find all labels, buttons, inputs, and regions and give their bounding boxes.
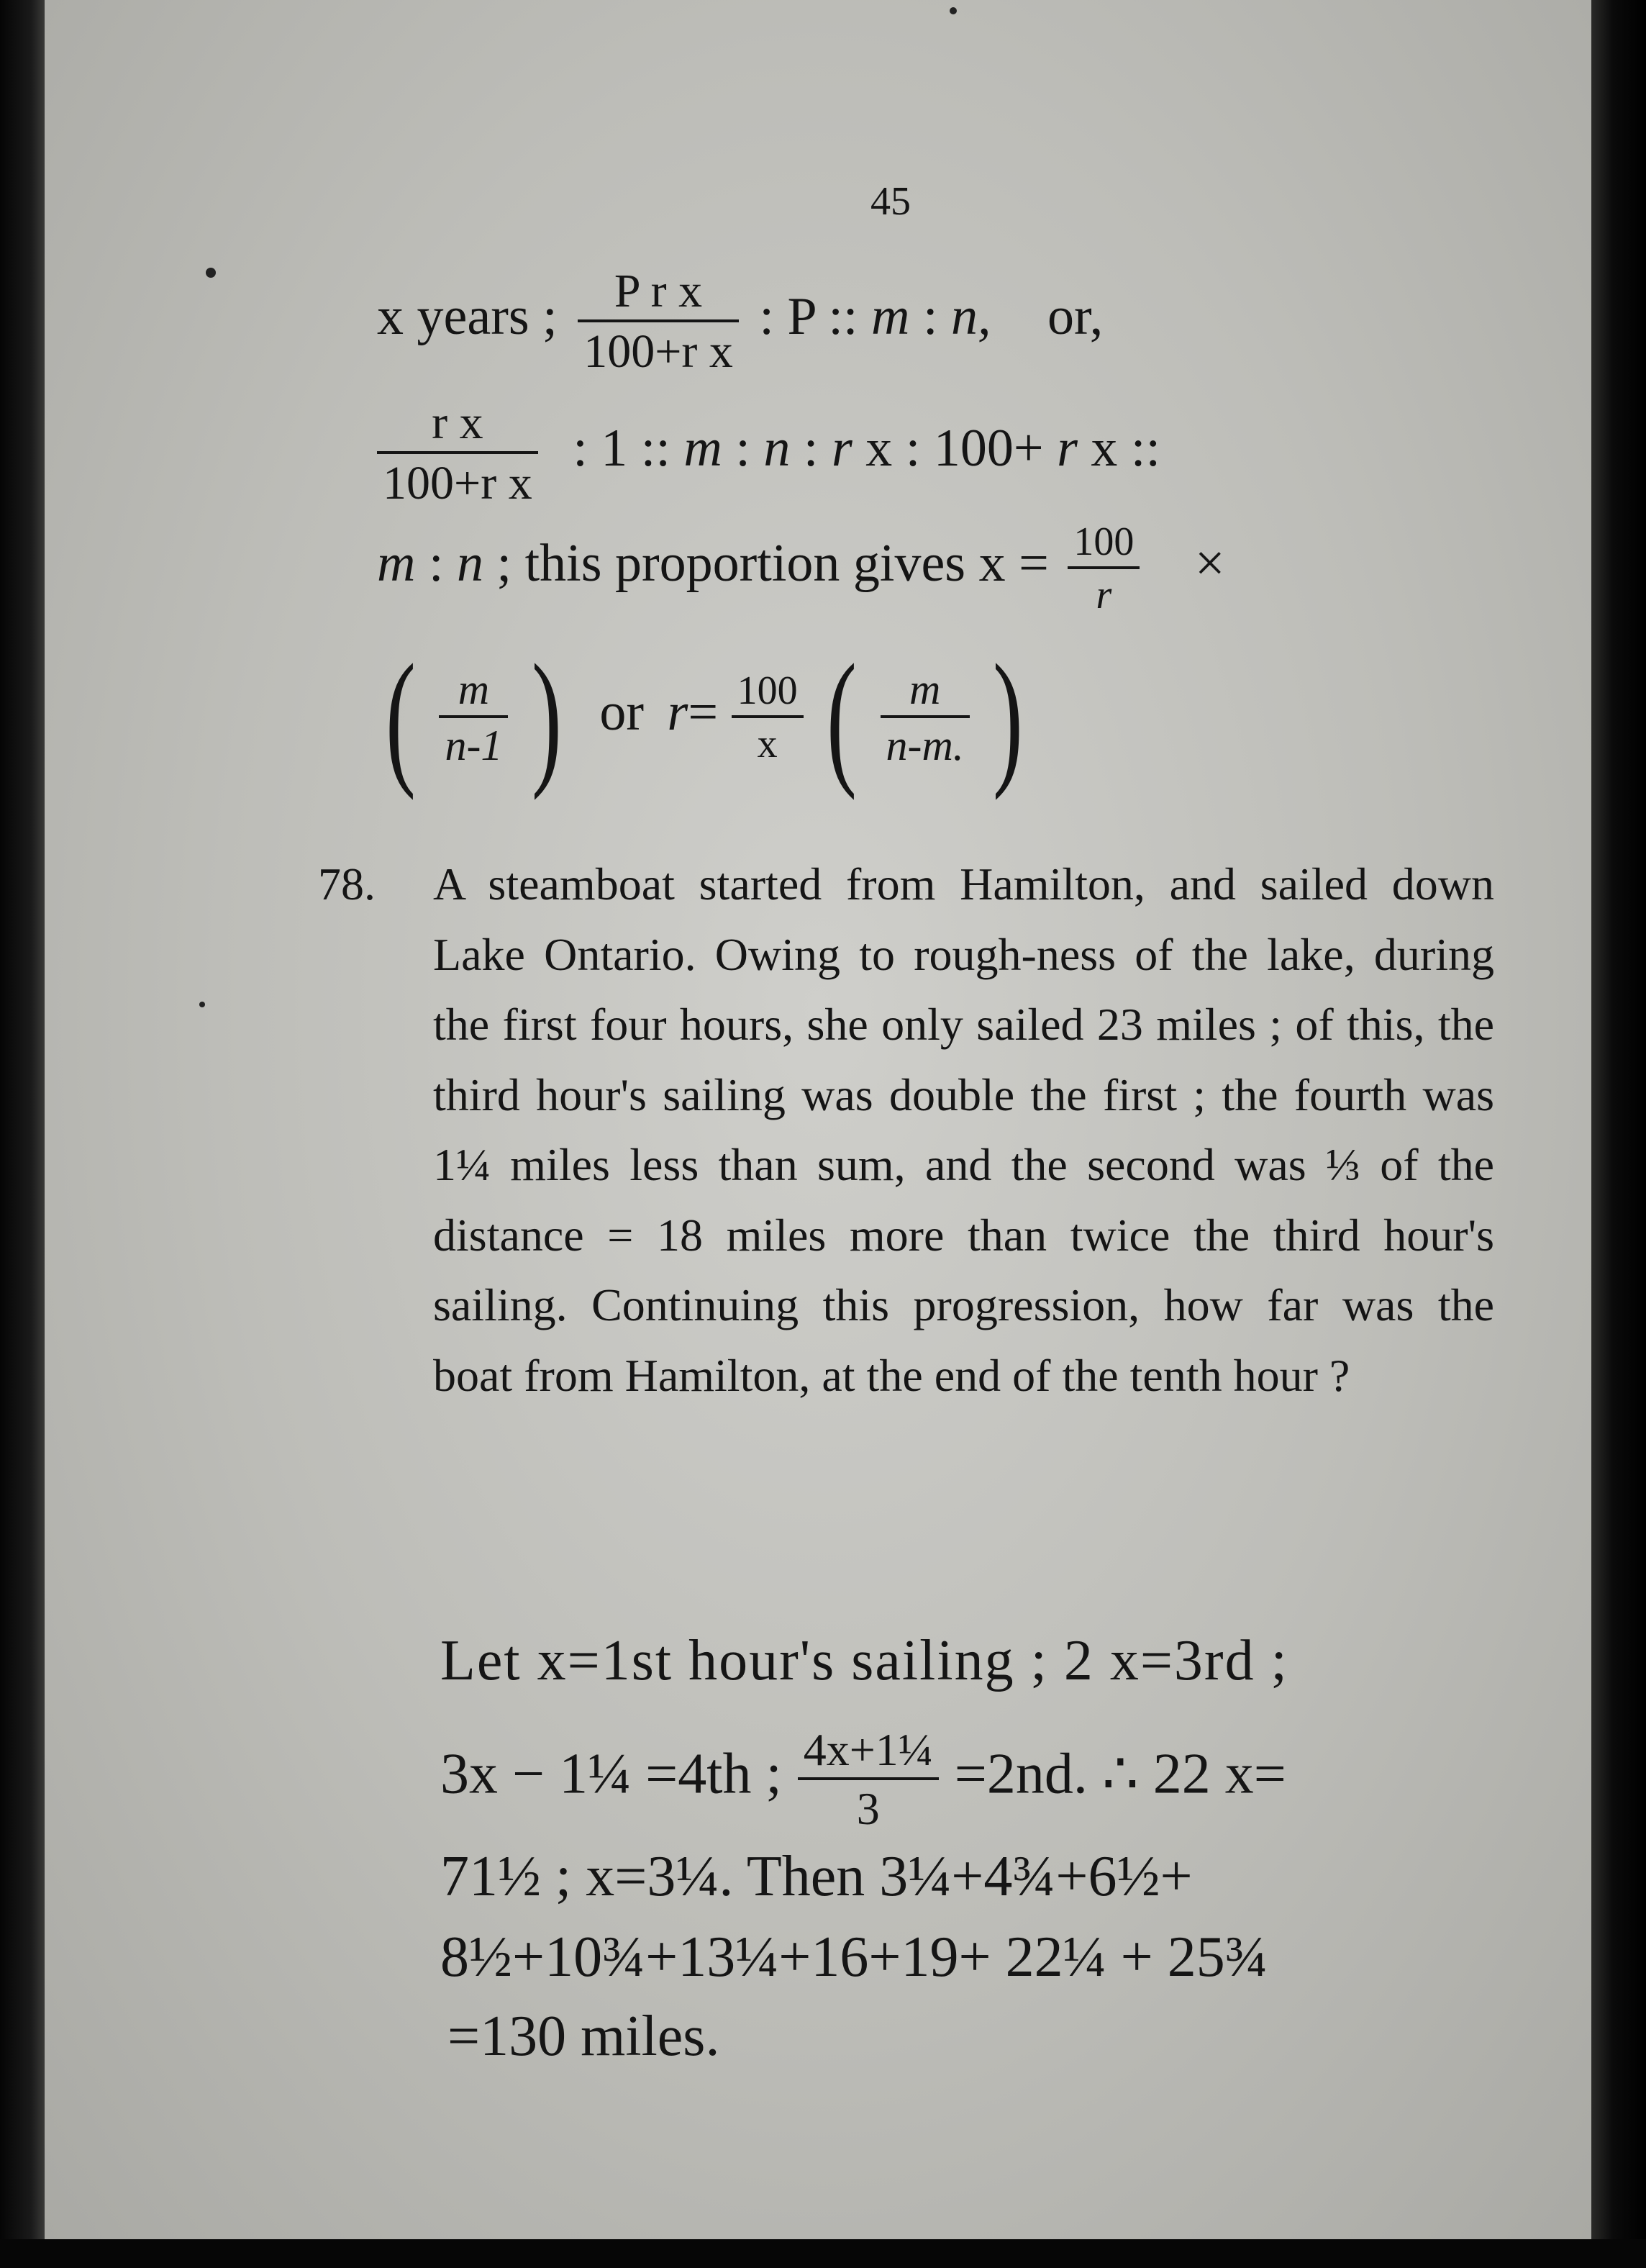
scan-left-edge [0,0,45,2268]
fraction-numerator: 100 [1068,522,1140,569]
fraction-numerator: r x [377,399,538,454]
left-paren: ( [385,634,416,801]
formula-variable: m [871,286,910,346]
formula-variable: n [457,533,484,593]
solution-line-4: 8½+10¾+13¼+16+19+ 22¼ + 25¾ [440,1925,1268,1989]
formula-line-3 [377,522,1225,615]
fraction-denominator: 3 [856,1783,880,1834]
formula-variable: n [763,418,791,478]
fraction [578,265,739,378]
fraction-denominator: n-m. [886,722,964,769]
formula-text: : 1 :: [573,418,684,478]
left-paren: ( [827,634,858,801]
scan-bottom-edge [0,2239,1646,2268]
scan-right-edge [1591,0,1646,2268]
solution-text: =2nd. ∴ 22 x= [954,1742,1286,1806]
fraction-numerator: 4x+1¼ [798,1727,939,1780]
solution-line-5: =130 miles. [447,2005,720,2068]
solution-line-1: Let x=1st hour's sailing ; 2 x=3rd ; [440,1629,1288,1692]
formula-variable: n, [951,286,991,346]
fraction [377,396,538,509]
formula-text: : [803,418,832,478]
fraction [1068,522,1140,615]
problem-text: A steamboat started from Hamilton, and sailed down Lake Ontario. Owing to rough-ness of the lake, during the first four hours, she only sailed 23 miles ; of this, the third hour's sailing was double the first ; the fourth was 1¼ miles less than sum, and the second was ⅓ of the distance = 18 miles more than twice the third hour's sailing. Continuing this progression, how far was the boat from Hamilton, at the end of the tenth hour ? [433,858,1494,1401]
formula-variable: m [683,418,722,478]
fraction-numerator: m [881,668,970,718]
fraction-denominator: n-1 [445,722,503,769]
formula-line-4 [376,634,1033,801]
formula-text: : [735,418,764,478]
formula-variable: r [667,682,688,742]
fraction-denominator: r [1096,573,1112,617]
fraction [881,668,970,767]
formula-variable: r [1057,418,1078,478]
formula-variable: r [831,418,852,478]
fraction [732,668,804,766]
formula-text: : P :: [759,286,871,346]
formula-text: = [688,682,719,742]
formula-text: or, [1047,286,1104,346]
formula-text: ; this proportion gives x = [496,533,1049,593]
right-paren: ) [531,634,562,801]
times-sign: × [1194,533,1225,593]
book-page [45,0,1591,2239]
formula-text: : [428,533,458,593]
solution-line-3: 71½ ; x=3¼. Then 3¼+4¾+6½+ [440,1845,1193,1908]
formula-variable: m [377,533,416,593]
fraction-denominator: x [757,722,778,766]
fraction-numerator: m [439,668,508,718]
fraction-denominator: 100+r x [583,325,733,378]
formula-line-1 [377,265,1104,378]
formula-text: x : 100+ [865,418,1044,478]
speck [206,268,216,278]
speck [950,7,957,14]
formula-text: or [599,682,645,742]
page-number: 45 [870,179,911,224]
speck [199,1002,205,1007]
fraction-numerator: 100 [732,671,804,718]
formula-text: x years ; [377,286,558,346]
fraction [439,668,508,767]
fraction [798,1724,939,1834]
fraction-denominator: 100+r x [383,457,532,509]
formula-text: : [922,286,952,346]
fraction-numerator: P r x [578,268,739,322]
problem-number: 78. [318,858,376,910]
formula-text: x :: [1091,418,1161,478]
right-paren: ) [993,634,1024,801]
solution-text: 3x − 1¼ =4th ; [440,1742,782,1806]
formula-line-2 [377,396,1161,509]
solution-line-2 [440,1724,1505,1834]
